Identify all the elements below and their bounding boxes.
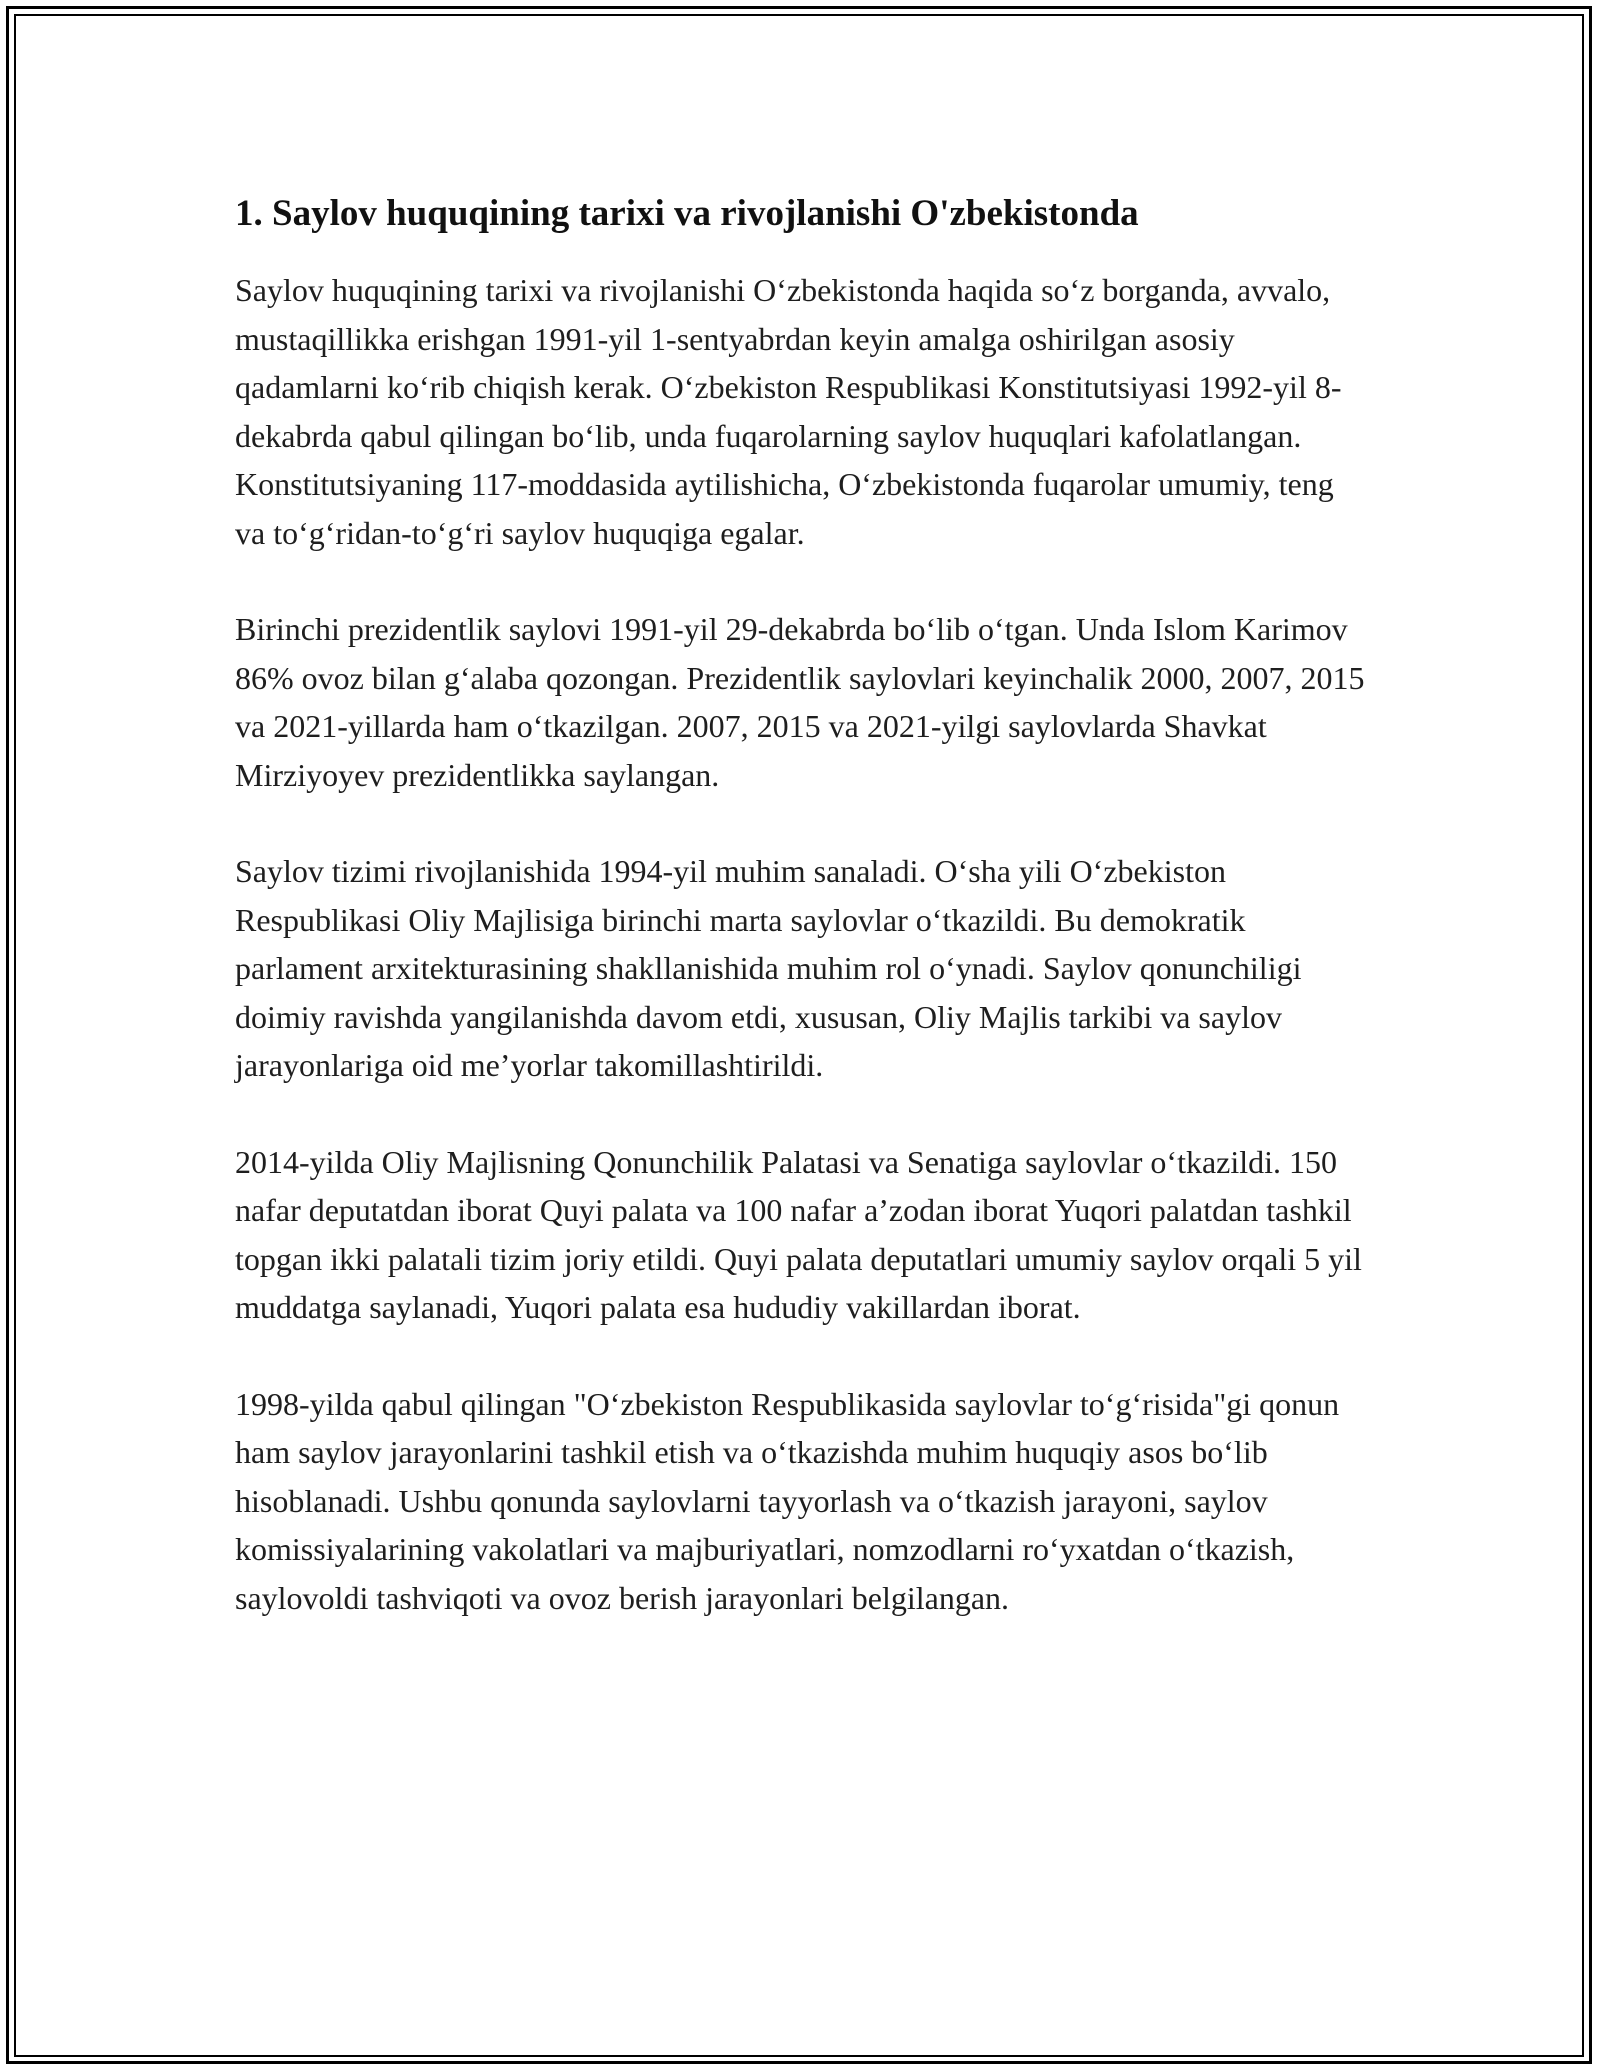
paragraph-oliy-majlis-1994: Saylov tizimi rivojlanishida 1994-yil muhim sanaladi. O‘sha yili O‘zbekiston Respublikasi Oliy Majlisiga birinchi marta saylovlar o‘tkazildi. Bu demokratik parlament arxitekturasining shakllanishida muhim rol o‘ynadi. Saylov qonunchiligi doimiy ravishda yangilanishda davom etdi, xususan, Oliy Majlis tarkibi va saylov jarayonlariga oid me’yorlar takomillashtirildi. [235, 853, 1302, 1083]
paragraph-bicameral-2014: 2014-yilda Oliy Majlisning Qonunchilik Palatasi va Senatiga saylovlar o‘tkazildi. 150 nafar deputatdan iborat Quyi palata va 100 nafar a’zodan iborat Yuqori palatdan tashkil topgan ikki palatali tizim joriy etildi. Quyi palata deputatlari umumiy saylov orqali 5 yil muddatga saylanadi, Yuqori palata esa hududiy vakillardan iborat. [235, 1143, 1362, 1325]
paragraph-constitution: Saylov huquqining tarixi va rivojlanishi O‘zbekistonda haqida so‘z borganda, avvalo, mustaqillikka erishgan 1991-yil 1-sentyabrdan keyin amalga oshirilgan asosiy qadamlarni ko‘rib chiqish kerak. O‘zbekiston Respublikasi Konstitutsiyasi 1992-yil 8-dekabrda qabul qilingan bo‘lib, unda fuqarolarning saylov huquqlari kafolatlangan. Konstitutsiyaning 117-moddasida aytilishicha, O‘zbekistonda fuqarolar umumiy, teng va to‘g‘ridan-to‘g‘ri saylov huquqiga egalar. [235, 272, 1342, 551]
document-title: 1. Saylov huquqining tarixi va rivojlanishi O'zbekistonda [235, 193, 1139, 234]
document-body [235, 190, 1365, 1670]
paragraph-presidential-elections: Birinchi prezidentlik saylovi 1991-yil 29-dekabrda bo‘lib o‘tgan. Unda Islom Karimov 86% ovoz bilan g‘alaba qozongan. Prezidentlik saylovlari keyinchalik 2000, 2007, 2015 va 2021-yillarda ham o‘tkazilgan. 2007, 2015 va 2021-yilgi saylovlarda Shavkat Mirziyoyev prezidentlikka saylangan. [235, 611, 1365, 793]
paragraph-election-law-1998: 1998-yilda qabul qilingan "O‘zbekiston Respublikasida saylovlar to‘g‘risida"gi qonun ham saylov jarayonlarini tashkil etish va o‘tkazishda muhim huquqiy asos bo‘lib hisoblanadi. Ushbu qonunda saylovlarni tayyorlash va o‘tkazish jarayoni, saylov komissiyalarining vakolatlari va majburiyatlari, nomzodlarni ro‘yxatdan o‘tkazish, saylovoldi tashviqoti va ovoz berish jarayonlari belgilangan. [235, 1385, 1340, 1616]
